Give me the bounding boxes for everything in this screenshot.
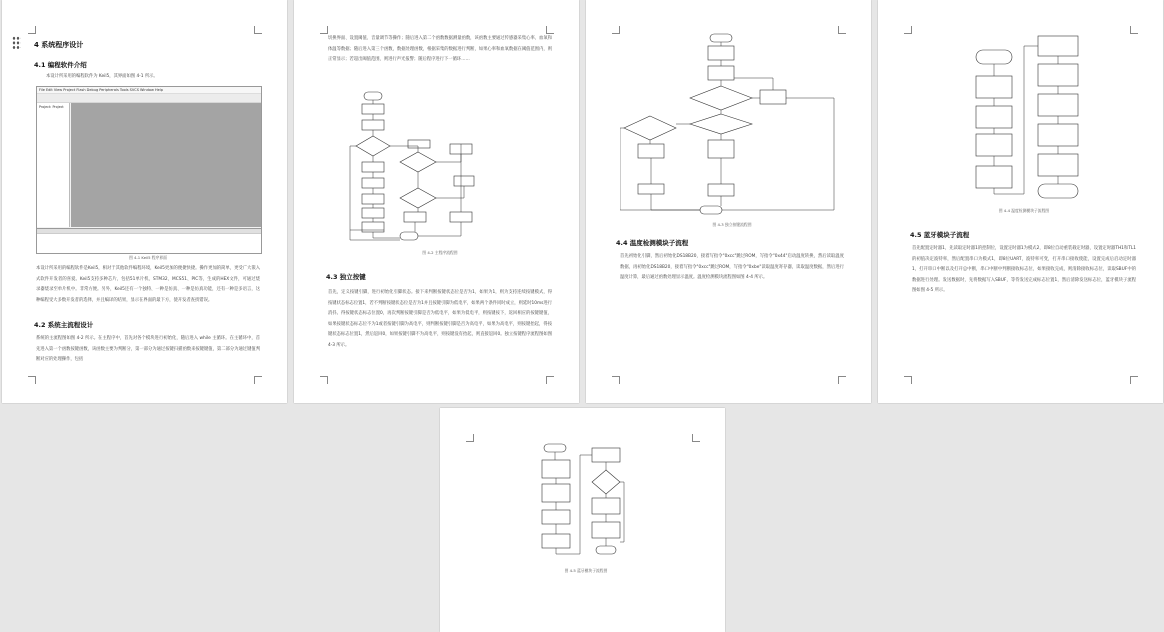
bluetooth-flowchart [536, 442, 626, 562]
flow-end [596, 546, 616, 554]
flow-end [1038, 184, 1078, 198]
keil-screenshot [36, 86, 262, 254]
key-flowchart [620, 32, 842, 218]
crop-mark [1130, 376, 1138, 384]
flow-box [362, 178, 384, 188]
figure-caption-4-2: 图 4-2 主程序流程图 [422, 250, 458, 255]
flow-box [542, 460, 570, 478]
crop-mark [1130, 26, 1138, 34]
flow-box [592, 448, 620, 462]
crop-mark [28, 26, 36, 34]
flow-start [364, 92, 382, 100]
flow-decision [690, 114, 752, 134]
crop-mark [904, 26, 912, 34]
flow-box [362, 120, 384, 130]
flow-box [708, 184, 734, 196]
drag-handle-icon[interactable] [12, 36, 21, 50]
flow-box [592, 498, 620, 514]
flow-box [1038, 154, 1078, 176]
flow-box [976, 166, 1012, 188]
flow-box [362, 104, 384, 114]
crop-mark [546, 376, 554, 384]
chapter-heading: 4 系统程序设计 [34, 41, 84, 49]
crop-mark [254, 376, 262, 384]
flow-box [592, 522, 620, 538]
flow-box [1038, 64, 1078, 86]
crop-mark [838, 376, 846, 384]
crop-mark [466, 434, 474, 442]
flow-box [976, 106, 1012, 128]
section-heading-4-4: 4.4 温度检测模块子流程 [616, 239, 689, 247]
keil-project-panel [37, 103, 70, 227]
flow-box [708, 46, 734, 60]
paragraph-keil: 本设计所采用的编程软件是Keil5，相对于其他软件编程环境，Keil5更加的便捷快捷。操作更加的简单，更受广大嵌入式软件开发者的喜爱。Keil5支持多种芯片，包括51单片机、STM32、MCS51、PIC等，生成的HEX文件，可通过烧录器烧录至单片机中。非常方便。另外，Keil5还有一个独特、一种是仿真、一种是仿真功能，还有一种是多语言，这种编程受大多数开发者的选择，并且编译的结果，显示在界面的最下方，使开发者查找错误。 [36, 266, 260, 303]
main-flowchart [344, 90, 534, 246]
paragraph-main-flow: 系统的主流程图如图 4-2 所示。在主程序中，首先对各个模块进行初始化，随后进入 while 主循环。在主循环中，首先进入第一个函数按键函数，该函数主要为判断分，第一部分为通过按键扫描函数来按键键值，第二部分为通过键值判断对应的处理操作，包括 [36, 336, 260, 362]
document-page-1 [2, 0, 287, 403]
figure-caption-4-4: 图 4-4 温度检测模块子流程图 [998, 208, 1050, 213]
paragraph-keys: 首先，定义按键引脚，进行初始化引脚状态。接下来判断按键状态位是否为1，如果为1，则为支持连续按键模式，得按键状态标志位置1，若不判断按键状态位是否为1并且按键引脚为低电平，如果两个条件同时成立，则延时10ms进行消抖。得按键状态标志位置0，再次判断按键引脚是否为低电平，如果为低电平，则按键按下，返回相应的按键键值，如果按键状态标志位不为1或者按键引脚为高电平，则判断按键引脚是否为高电平，如果为高电平，则按键抬起，得按键状态标志位置1，然后返回0，如果按键引脚不为高电平，则按键没有抬起，则直接返回0。独立按键程序流程图如图 4-3 所示。 [328, 290, 552, 348]
flow-decision [690, 86, 752, 110]
flow-box [638, 184, 664, 194]
flow-decision [624, 116, 676, 140]
figure-caption-4-5: 图 4-5 蓝牙模块子流程图 [564, 568, 608, 573]
flow-start [544, 444, 566, 452]
flow-start [710, 34, 732, 42]
crop-mark [320, 376, 328, 384]
document-page-2 [294, 0, 579, 403]
flow-end [400, 232, 418, 240]
flow-box [404, 212, 426, 222]
flow-decision [356, 136, 390, 156]
paragraph-top: 切换界面、设置阈值、音量调节等操作；随后进入第二个函数数据测量函数，该函数主要通过传感器采集心率、血氧和体温等数据；随后进入第三个函数，数据处理函数，根据采集的数据进行判断，如果心率和血氧数据在阈值范围内，则正常显示；若超出阈值范围，则进行声光报警；随后程序进行下一循环…… [328, 36, 552, 62]
flow-box [362, 162, 384, 172]
crop-mark [320, 26, 328, 34]
flow-decision [400, 188, 436, 208]
crop-mark [546, 26, 554, 34]
flow-box [1038, 36, 1078, 56]
flow-box [450, 212, 472, 222]
flow-box [638, 144, 664, 158]
document-page-5 [440, 408, 725, 632]
keil-menubar: File Edit View Project Flash Debug Peripherals Tools SVCS Window Help [37, 87, 261, 94]
section-heading-4-2: 4.2 系统主流程设计 [34, 321, 94, 329]
crop-mark [692, 434, 700, 442]
flow-decision [400, 152, 436, 172]
flow-box [362, 208, 384, 218]
document-page-4 [878, 0, 1163, 403]
section-heading-4-3: 4.3 独立按键 [326, 273, 366, 281]
section-heading-4-1: 4.1 编程软件介绍 [34, 61, 87, 69]
flow-box [1038, 94, 1078, 116]
crop-mark [254, 26, 262, 34]
flow-box [708, 66, 734, 80]
flow-box [976, 76, 1012, 98]
flow-box [760, 90, 786, 104]
crop-mark [28, 376, 36, 384]
paragraph-bluetooth: 首先配置定时器1，先读取定时器1的控制位，设置定时器1为模式2，即8位自动重装载定时器，设置定时器TH1和TL1的初值决定波特率，然后配置串口为模式1，即8位UART，波特率可变，打开串口接收使能，设置完成后启动定时器1，打开串口中断以及打开总中断，串口中断中判断接收标志位，如果接收完成，则清除接收标志位，读取SBUF中的数据进行处理。发送数据时，先将数据写入SBUF，等待发送完成标志位置1，然后清除发送标志位，蓝牙模块子流程图如图 4-5 所示。 [912, 246, 1136, 293]
figure-caption-4-1: 图 4-1 Keil5 程序界面 [129, 255, 167, 260]
flow-box [976, 134, 1012, 156]
flow-box [454, 176, 474, 186]
section-heading-4-5: 4.5 蓝牙模块子流程 [910, 231, 970, 239]
figure-caption-4-3: 图 4-3 独立按键流程图 [712, 222, 752, 227]
flow-box [362, 222, 384, 232]
document-page-3 [586, 0, 871, 403]
flow-box [542, 510, 570, 524]
flow-box [708, 140, 734, 158]
flow-box [542, 534, 570, 548]
crop-mark [904, 376, 912, 384]
keil-toolbar [37, 94, 261, 103]
flow-box [1038, 124, 1078, 146]
flow-end [700, 206, 722, 214]
flow-decision [592, 470, 620, 494]
flow-box [542, 484, 570, 502]
temperature-flowchart [972, 34, 1108, 204]
keil-build-output [37, 228, 261, 253]
flow-box [362, 194, 384, 204]
flow-start [976, 50, 1012, 64]
paragraph-temperature: 首先初始化引脚，然后初始化DS18B20，接着写指令"0xcc"跳过ROM，写指令"0x44"启动温度转换，然后读取温度数据，再初始化DS18B20，接着写指令"0xcc"跳过ROM，写指令"0xbe"读取温度寄存器，读取温度数据，然后进行温度计算，最后通过函数处理显示温度。温度检测模块流程图如图 4-4 所示。 [620, 254, 844, 280]
flow-box [408, 140, 430, 148]
paragraph-intro: 本设计所采用的编程软件为 Keil5，其界面如图 4-1 所示。 [46, 74, 158, 79]
keil-project-tree-item: Project: Project [39, 105, 64, 109]
crop-mark [612, 376, 620, 384]
keil-editor-area [71, 103, 261, 227]
crop-mark [612, 26, 620, 34]
